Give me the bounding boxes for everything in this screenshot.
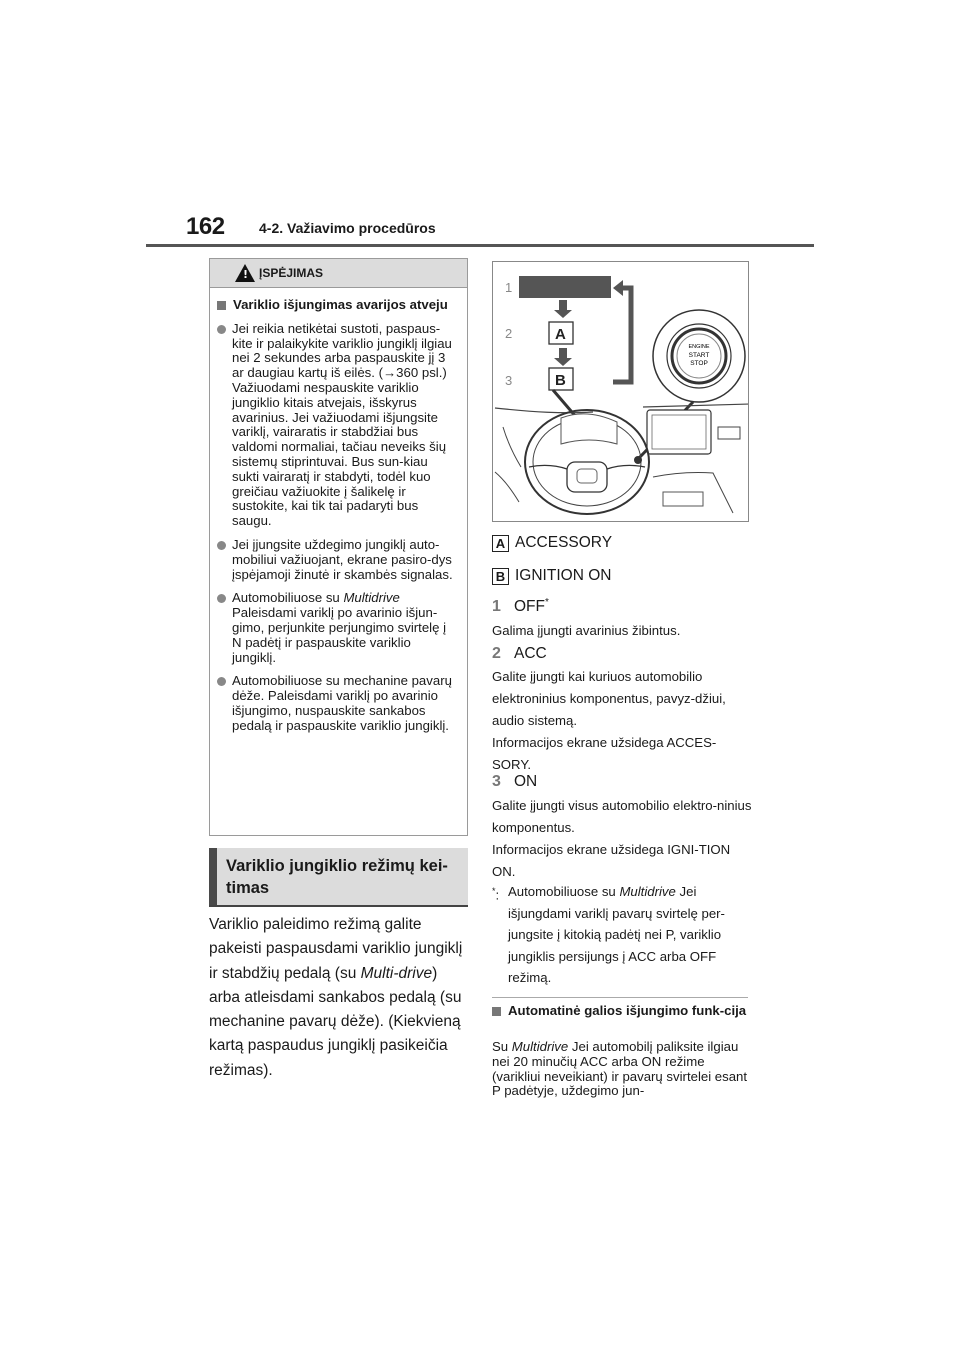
footnote: *: Automobiliuose su Multidrive Jei išjungdami variklį pavarų svirtelę per-jungsite į kitokią padėtį nei P, variklio jungiklis persijungs į ACC arba OFF režimą. — [492, 884, 725, 985]
warning-heading: Variklio išjungimas avarijos atveju — [217, 298, 455, 313]
warning-header — [210, 259, 467, 288]
steering-spoke — [607, 465, 645, 469]
dot-bullet-icon — [217, 594, 226, 603]
legend-letter-a: A — [492, 535, 509, 552]
steering-spoke — [529, 465, 567, 469]
warning-bullet: Automobiliuose su Multidrive Paleisdami variklį po avarinio išjun-gimo, perjunkite perjungimo svirtelę į N padėtį ir paspauskite variklio jungiklį. — [217, 591, 455, 665]
auto-off-paragraph: Su Multidrive Jei automobilį paliksite ilgiau nei 20 minučių ACC arba ON režime (varikliui neveikiant) ir pavarų svirtelei esant P padėtyje, uždegimo jun- — [492, 1039, 748, 1099]
illustration-svg — [493, 262, 749, 522]
intro-paragraph: Variklio paleidimo režimą galite pakeisti paspausdami variklio jungiklį ir stabdžių pedalą (su Multi-drive) arba atleisdami sankabos pedalą (su mechanine pavarų dėže). (Kiekvieną kartą paspaudus jungiklį pasikeičia režimas). — [209, 916, 463, 1079]
divider — [492, 997, 748, 998]
door-line — [503, 427, 521, 467]
button-text-engine: ENGINE — [688, 344, 710, 350]
info-screen-inner — [652, 415, 706, 449]
engine-switch-illustration — [492, 261, 749, 522]
step-off: 1 OFF* — [492, 597, 549, 616]
warning-bullet: Jei reikia netikėtai sustoti, paspaus-kite ir palaikykite variklio jungiklį ilgiau nei 2 sekundes arba paspauskite jį 3 ar daugiau kartų iš eilės. (→360 psl.) Važiuodami nespauskite variklio jungiklio kitais atvejais, išskyrus avarinius. Jei važiuodami išjungsite variklį, vairaratis ir stabdžiai bus valdomi normaliai, tačiau neveiks šių sistemų stiprintuvai. Bus sun-kiau sukti vairaratį ir stabdyti, todėl kuo greičiau važiuokite į šalikelę ir sustokite, kai tik tai padaryti bus saugu. — [217, 322, 455, 529]
section-heading-bar — [209, 848, 217, 905]
dot-bullet-icon — [217, 677, 226, 686]
mode-letter-a: A — [555, 326, 566, 343]
warning-bullet: Automobiliuose su mechanine pavarų dėže. Paleisdami variklį po avarinio išjungimo, nuspauskite sankabos pedalą ir paspauskite variklio jungiklį. — [217, 674, 455, 733]
para-acc-1: Galite įjungti kai kuriuos automobilio elektroninius komponentus, pavyz-džiui, audio sistemą. — [492, 669, 726, 728]
section-title: 4-2. Važiavimo procedūros — [259, 220, 436, 236]
header-rule — [146, 244, 814, 247]
para-on-1: Galite įjungti visus automobilio elektro-ninius komponentus. — [492, 798, 752, 835]
section-heading: Variklio jungiklio režimų kei-timas — [226, 857, 448, 897]
para-off: Galima įjungti avarinius žibintus. — [492, 623, 681, 638]
warning-bullet: Jei įjungsite uždegimo jungiklį auto-mobiliui važiuojant, ekrane pasiro-dys įspėjamoji žinutė ir skambės signalas. — [217, 538, 455, 582]
mode-bar-off — [519, 276, 611, 298]
start-button-location — [634, 456, 642, 464]
legend-item-a: A ACCESSORY — [492, 534, 612, 552]
mode-number-2: 2 — [505, 326, 513, 341]
warning-box — [209, 258, 468, 836]
warning-content — [210, 288, 467, 734]
button-text-stop: STOP — [690, 360, 708, 367]
cycle-arrowhead-icon — [613, 280, 623, 296]
step-on: 3 ON — [492, 773, 538, 790]
air-vent — [718, 427, 740, 439]
section-heading-box — [209, 848, 468, 907]
cycle-arrow — [613, 288, 631, 382]
warning-title: ĮSPĖJIMAS — [259, 266, 324, 280]
dot-bullet-icon — [217, 541, 226, 550]
square-bullet-icon — [492, 1007, 501, 1016]
console-line — [653, 473, 733, 514]
instrument-cluster — [561, 414, 617, 444]
mode-number-3: 3 — [505, 373, 513, 388]
step-acc: 2 ACC — [492, 645, 547, 662]
legend-item-b: B IGNITION ON — [492, 567, 611, 585]
auto-off-heading: Automatinė galios išjungimo funk-cija — [492, 1004, 754, 1019]
arrow-down-icon — [554, 300, 572, 318]
mode-number-1: 1 — [505, 280, 513, 295]
mode-letter-b: B — [555, 372, 566, 389]
dot-bullet-icon — [217, 325, 226, 334]
warning-triangle-icon — [235, 264, 255, 282]
para-acc-2: Informacijos ekrane užsidega ACCES-SORY. — [492, 735, 717, 772]
button-text-start: START — [688, 352, 710, 359]
square-bullet-icon — [217, 301, 226, 310]
dashboard-line — [643, 404, 749, 407]
page-number: 162 — [186, 213, 225, 240]
para-on-2: Informacijos ekrane užsidega IGNI-TION ON. — [492, 842, 731, 879]
arrow-down-icon — [554, 348, 572, 366]
legend-letter-b: B — [492, 568, 509, 585]
console-panel — [663, 492, 703, 506]
steering-hub — [567, 462, 607, 492]
door-line — [495, 472, 519, 502]
